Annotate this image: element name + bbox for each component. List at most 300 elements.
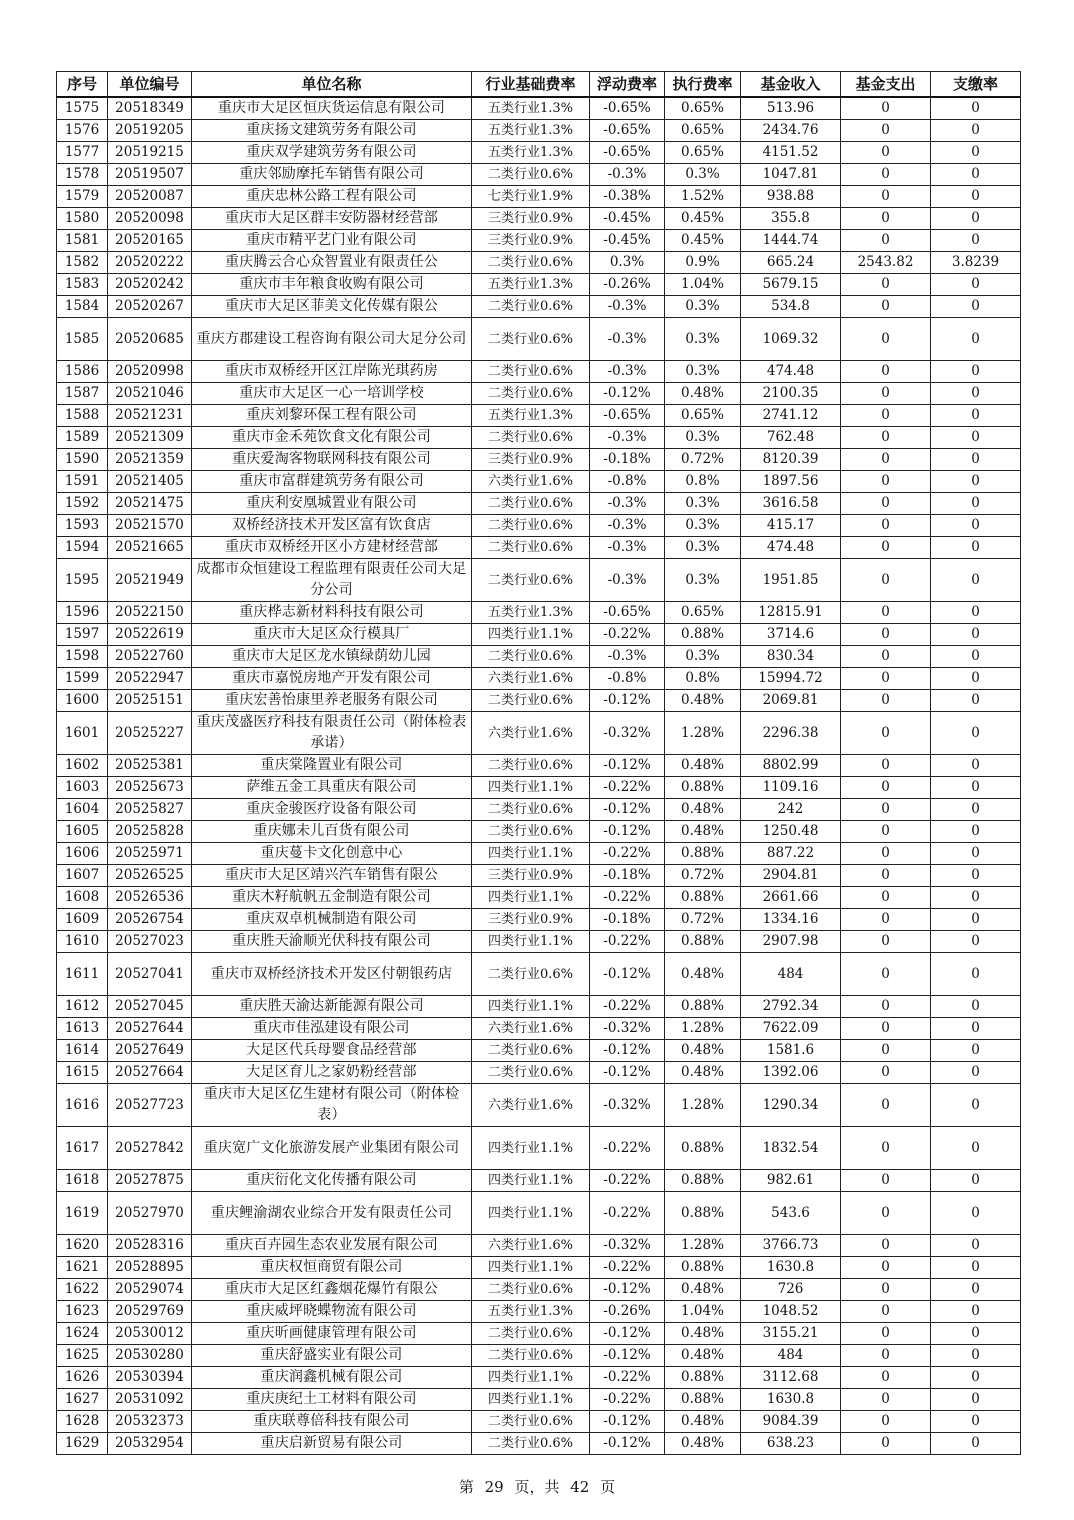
cell-unit-code: 20521949: [108, 559, 192, 602]
cell-unit-code: 20520222: [108, 252, 192, 274]
cell-unit-code: 20522947: [108, 668, 192, 690]
cell-fund-income: 1392.06: [741, 1062, 841, 1084]
cell-serial: 1586: [57, 361, 108, 383]
cell-unit-code: 20530394: [108, 1367, 192, 1389]
table-row: [57, 799, 1021, 821]
cell-unit-code: 20528316: [108, 1235, 192, 1257]
cell-exec-rate: 1.52%: [665, 186, 741, 208]
cell-fund-expense: 0: [841, 777, 931, 799]
cell-float-rate: -0.12%: [590, 1040, 665, 1062]
cell-unit-code: 20525827: [108, 799, 192, 821]
cell-unit-code: 20525381: [108, 755, 192, 777]
cell-base-rate: 五类行业1.3%: [472, 120, 590, 142]
cell-payout-ratio: 0: [931, 1235, 1021, 1257]
cell-serial: 1579: [57, 186, 108, 208]
cell-unit-code: 20521359: [108, 449, 192, 471]
cell-fund-expense: 0: [841, 1433, 931, 1455]
table-row: [57, 1192, 1021, 1235]
table-row: [57, 1279, 1021, 1301]
cell-payout-ratio: 0: [931, 996, 1021, 1018]
cell-exec-rate: 0.48%: [665, 1433, 741, 1455]
table-row: [57, 646, 1021, 668]
cell-fund-income: 474.48: [741, 361, 841, 383]
cell-fund-income: 534.8: [741, 296, 841, 318]
cell-fund-expense: 0: [841, 471, 931, 493]
cell-base-rate: 五类行业1.3%: [472, 405, 590, 427]
cell-unit-code: 20525673: [108, 777, 192, 799]
cell-fund-income: 1334.16: [741, 909, 841, 931]
cell-base-rate: 四类行业1.1%: [472, 843, 590, 865]
table-row: [57, 931, 1021, 953]
cell-unit-code: 20527664: [108, 1062, 192, 1084]
cell-unit-name: 双桥经济技术开发区富有饮食店: [192, 515, 472, 537]
cell-fund-expense: 0: [841, 602, 931, 624]
cell-payout-ratio: 0: [931, 1279, 1021, 1301]
cell-fund-income: 15994.72: [741, 668, 841, 690]
cell-exec-rate: 1.28%: [665, 1018, 741, 1040]
cell-float-rate: -0.3%: [590, 515, 665, 537]
cell-exec-rate: 0.8%: [665, 471, 741, 493]
cell-unit-name: 重庆市精平艺门业有限公司: [192, 230, 472, 252]
cell-payout-ratio: 0: [931, 274, 1021, 296]
table-row: [57, 230, 1021, 252]
cell-fund-income: 242: [741, 799, 841, 821]
cell-fund-income: 7622.09: [741, 1018, 841, 1040]
cell-serial: 1597: [57, 624, 108, 646]
cell-float-rate: -0.65%: [590, 120, 665, 142]
cell-unit-code: 20525151: [108, 690, 192, 712]
table-row: [57, 97, 1021, 120]
cell-base-rate: 二类行业0.6%: [472, 690, 590, 712]
cell-unit-code: 20529074: [108, 1279, 192, 1301]
cell-fund-income: 4151.52: [741, 142, 841, 164]
cell-unit-code: 20526754: [108, 909, 192, 931]
cell-base-rate: 四类行业1.1%: [472, 777, 590, 799]
cell-payout-ratio: 3.8239: [931, 252, 1021, 274]
cell-base-rate: 四类行业1.1%: [472, 996, 590, 1018]
cell-exec-rate: 0.9%: [665, 252, 741, 274]
cell-fund-expense: 0: [841, 1301, 931, 1323]
cell-float-rate: -0.22%: [590, 1257, 665, 1279]
cell-unit-name: 大足区育儿之家奶粉经营部: [192, 1062, 472, 1084]
cell-fund-income: 2792.34: [741, 996, 841, 1018]
cell-float-rate: -0.12%: [590, 799, 665, 821]
cell-unit-name: 重庆娜未儿百货有限公司: [192, 821, 472, 843]
cell-float-rate: -0.65%: [590, 97, 665, 120]
cell-base-rate: 四类行业1.1%: [472, 1257, 590, 1279]
cell-fund-income: 2434.76: [741, 120, 841, 142]
table-row: [57, 296, 1021, 318]
cell-fund-expense: 0: [841, 1127, 931, 1170]
cell-unit-name: 重庆刘黎环保工程有限公司: [192, 405, 472, 427]
cell-base-rate: 二类行业0.6%: [472, 361, 590, 383]
cell-float-rate: -0.65%: [590, 142, 665, 164]
cell-unit-name: 重庆蔓卡文化创意中心: [192, 843, 472, 865]
cell-fund-expense: 0: [841, 712, 931, 755]
cell-payout-ratio: 0: [931, 712, 1021, 755]
table-row: [57, 668, 1021, 690]
cell-float-rate: -0.22%: [590, 1192, 665, 1235]
cell-base-rate: 三类行业0.9%: [472, 909, 590, 931]
cell-serial: 1583: [57, 274, 108, 296]
cell-payout-ratio: 0: [931, 493, 1021, 515]
cell-fund-expense: 0: [841, 843, 931, 865]
cell-base-rate: 二类行业0.6%: [472, 799, 590, 821]
cell-fund-expense: 0: [841, 865, 931, 887]
cell-unit-name: 重庆舒盛实业有限公司: [192, 1345, 472, 1367]
cell-float-rate: -0.18%: [590, 909, 665, 931]
cell-float-rate: -0.12%: [590, 690, 665, 712]
cell-float-rate: -0.3%: [590, 537, 665, 559]
cell-unit-code: 20527023: [108, 931, 192, 953]
cell-payout-ratio: 0: [931, 953, 1021, 996]
cell-base-rate: 二类行业0.6%: [472, 1345, 590, 1367]
cell-float-rate: -0.65%: [590, 405, 665, 427]
cell-fund-income: 12815.91: [741, 602, 841, 624]
cell-fund-income: 474.48: [741, 537, 841, 559]
cell-float-rate: -0.3%: [590, 493, 665, 515]
cell-unit-name: 重庆市大足区亿生建材有限公司（附体检表）: [192, 1084, 472, 1127]
cell-exec-rate: 0.88%: [665, 1257, 741, 1279]
cell-unit-code: 20521570: [108, 515, 192, 537]
cell-payout-ratio: 0: [931, 559, 1021, 602]
cell-float-rate: -0.3%: [590, 318, 665, 361]
table-row: [57, 1062, 1021, 1084]
cell-serial: 1611: [57, 953, 108, 996]
cell-unit-name: 重庆木籽航帆五金制造有限公司: [192, 887, 472, 909]
cell-exec-rate: 0.48%: [665, 1040, 741, 1062]
cell-unit-name: 重庆威坪晓蝶物流有限公司: [192, 1301, 472, 1323]
cell-unit-code: 20530280: [108, 1345, 192, 1367]
cell-unit-name: 重庆方郡建设工程咨询有限公司大足分公司: [192, 318, 472, 361]
cell-exec-rate: 0.88%: [665, 996, 741, 1018]
cell-base-rate: 六类行业1.6%: [472, 1235, 590, 1257]
cell-exec-rate: 0.88%: [665, 1170, 741, 1192]
cell-payout-ratio: 0: [931, 1301, 1021, 1323]
cell-fund-income: 513.96: [741, 97, 841, 120]
cell-serial: 1580: [57, 208, 108, 230]
cell-fund-income: 1897.56: [741, 471, 841, 493]
cell-float-rate: -0.12%: [590, 1433, 665, 1455]
cell-serial: 1595: [57, 559, 108, 602]
cell-serial: 1612: [57, 996, 108, 1018]
cell-fund-income: 2100.35: [741, 383, 841, 405]
cell-unit-code: 20520998: [108, 361, 192, 383]
cell-serial: 1594: [57, 537, 108, 559]
cell-unit-code: 20525828: [108, 821, 192, 843]
cell-exec-rate: 0.48%: [665, 821, 741, 843]
cell-payout-ratio: 0: [931, 186, 1021, 208]
cell-fund-expense: 2543.82: [841, 252, 931, 274]
cell-payout-ratio: 0: [931, 931, 1021, 953]
table-row: [57, 1433, 1021, 1455]
cell-fund-expense: 0: [841, 208, 931, 230]
cell-exec-rate: 0.48%: [665, 690, 741, 712]
cell-exec-rate: 0.65%: [665, 120, 741, 142]
cell-unit-code: 20520098: [108, 208, 192, 230]
cell-unit-name: 重庆金骏医疗设备有限公司: [192, 799, 472, 821]
cell-float-rate: -0.22%: [590, 1367, 665, 1389]
cell-fund-expense: 0: [841, 318, 931, 361]
cell-unit-code: 20530012: [108, 1323, 192, 1345]
cell-serial: 1601: [57, 712, 108, 755]
cell-float-rate: -0.32%: [590, 712, 665, 755]
cell-fund-expense: 0: [841, 164, 931, 186]
cell-fund-income: 1630.8: [741, 1389, 841, 1411]
cell-payout-ratio: 0: [931, 120, 1021, 142]
cell-unit-code: 20521475: [108, 493, 192, 515]
cell-base-rate: 四类行业1.1%: [472, 624, 590, 646]
cell-serial: 1616: [57, 1084, 108, 1127]
cell-fund-expense: 0: [841, 383, 931, 405]
cell-payout-ratio: 0: [931, 1257, 1021, 1279]
cell-float-rate: -0.32%: [590, 1235, 665, 1257]
cell-float-rate: -0.22%: [590, 1389, 665, 1411]
cell-unit-code: 20526536: [108, 887, 192, 909]
cell-fund-income: 9084.39: [741, 1411, 841, 1433]
cell-base-rate: 四类行业1.1%: [472, 931, 590, 953]
cell-exec-rate: 0.48%: [665, 1345, 741, 1367]
cell-float-rate: -0.22%: [590, 887, 665, 909]
cell-float-rate: -0.65%: [590, 602, 665, 624]
cell-base-rate: 五类行业1.3%: [472, 1301, 590, 1323]
cell-fund-expense: 0: [841, 755, 931, 777]
cell-serial: 1618: [57, 1170, 108, 1192]
table-row: [57, 1367, 1021, 1389]
cell-unit-code: 20521405: [108, 471, 192, 493]
table-row: [57, 383, 1021, 405]
cell-fund-expense: 0: [841, 1192, 931, 1235]
cell-unit-code: 20532373: [108, 1411, 192, 1433]
cell-unit-name: 重庆市双桥经开区小方建材经营部: [192, 537, 472, 559]
cell-payout-ratio: 0: [931, 164, 1021, 186]
cell-float-rate: -0.3%: [590, 164, 665, 186]
cell-unit-name: 重庆双学建筑劳务有限公司: [192, 142, 472, 164]
cell-serial: 1589: [57, 427, 108, 449]
cell-fund-expense: 0: [841, 624, 931, 646]
cell-exec-rate: 0.3%: [665, 646, 741, 668]
cell-unit-name: 重庆市大足区靖兴汽车销售有限公: [192, 865, 472, 887]
cell-fund-expense: 0: [841, 537, 931, 559]
cell-exec-rate: 0.3%: [665, 427, 741, 449]
table-body: [57, 97, 1021, 1455]
cell-exec-rate: 0.88%: [665, 777, 741, 799]
cell-exec-rate: 0.48%: [665, 799, 741, 821]
cell-unit-code: 20527041: [108, 953, 192, 996]
table-row: [57, 996, 1021, 1018]
cell-exec-rate: 1.04%: [665, 274, 741, 296]
cell-unit-name: 萨维五金工具重庆有限公司: [192, 777, 472, 799]
cell-exec-rate: 0.3%: [665, 318, 741, 361]
header-float-rate: 浮动费率: [590, 72, 665, 98]
header-base-rate: 行业基础费率: [472, 72, 590, 98]
header-serial: 序号: [57, 72, 108, 98]
cell-exec-rate: 0.88%: [665, 624, 741, 646]
cell-unit-name: 重庆市富群建筑劳务有限公司: [192, 471, 472, 493]
cell-serial: 1619: [57, 1192, 108, 1235]
cell-float-rate: -0.22%: [590, 931, 665, 953]
cell-base-rate: 二类行业0.6%: [472, 1411, 590, 1433]
table-row: [57, 1345, 1021, 1367]
cell-base-rate: 二类行业0.6%: [472, 1433, 590, 1455]
cell-serial: 1626: [57, 1367, 108, 1389]
cell-fund-income: 938.88: [741, 186, 841, 208]
cell-payout-ratio: 0: [931, 887, 1021, 909]
cell-serial: 1575: [57, 97, 108, 120]
table-row: [57, 361, 1021, 383]
cell-serial: 1609: [57, 909, 108, 931]
table-row: [57, 1411, 1021, 1433]
cell-exec-rate: 0.3%: [665, 361, 741, 383]
cell-serial: 1621: [57, 1257, 108, 1279]
cell-serial: 1614: [57, 1040, 108, 1062]
cell-exec-rate: 0.45%: [665, 230, 741, 252]
data-table: [56, 71, 1021, 1455]
cell-exec-rate: 0.72%: [665, 449, 741, 471]
cell-payout-ratio: 0: [931, 1062, 1021, 1084]
cell-base-rate: 二类行业0.6%: [472, 1040, 590, 1062]
cell-fund-income: 1444.74: [741, 230, 841, 252]
cell-base-rate: 四类行业1.1%: [472, 1192, 590, 1235]
cell-fund-income: 1047.81: [741, 164, 841, 186]
header-unit-code: 单位编号: [108, 72, 192, 98]
cell-serial: 1620: [57, 1235, 108, 1257]
cell-serial: 1576: [57, 120, 108, 142]
table-row: [57, 1301, 1021, 1323]
cell-exec-rate: 0.48%: [665, 1062, 741, 1084]
cell-fund-income: 484: [741, 1345, 841, 1367]
cell-unit-name: 重庆利安凰城置业有限公司: [192, 493, 472, 515]
table-row: [57, 1018, 1021, 1040]
cell-exec-rate: 0.48%: [665, 1323, 741, 1345]
cell-exec-rate: 0.65%: [665, 142, 741, 164]
cell-serial: 1607: [57, 865, 108, 887]
cell-fund-income: 1109.16: [741, 777, 841, 799]
header-fund-income: 基金收入: [741, 72, 841, 98]
cell-payout-ratio: 0: [931, 1170, 1021, 1192]
cell-fund-expense: 0: [841, 361, 931, 383]
cell-base-rate: 二类行业0.6%: [472, 646, 590, 668]
cell-base-rate: 五类行业1.3%: [472, 97, 590, 120]
cell-float-rate: -0.12%: [590, 383, 665, 405]
cell-serial: 1598: [57, 646, 108, 668]
cell-exec-rate: 1.04%: [665, 1301, 741, 1323]
cell-fund-expense: 0: [841, 1279, 931, 1301]
cell-serial: 1613: [57, 1018, 108, 1040]
cell-float-rate: -0.8%: [590, 668, 665, 690]
cell-serial: 1610: [57, 931, 108, 953]
cell-exec-rate: 0.88%: [665, 931, 741, 953]
cell-base-rate: 二类行业0.6%: [472, 164, 590, 186]
cell-base-rate: 六类行业1.6%: [472, 1018, 590, 1040]
cell-payout-ratio: 0: [931, 383, 1021, 405]
table-row: [57, 865, 1021, 887]
header-exec-rate: 执行费率: [665, 72, 741, 98]
cell-unit-name: 重庆茂盛医疗科技有限责任公司（附体检表承诺）: [192, 712, 472, 755]
cell-serial: 1603: [57, 777, 108, 799]
cell-unit-name: 重庆市金禾苑饮食文化有限公司: [192, 427, 472, 449]
cell-payout-ratio: 0: [931, 296, 1021, 318]
cell-payout-ratio: 0: [931, 142, 1021, 164]
cell-payout-ratio: 0: [931, 405, 1021, 427]
cell-base-rate: 四类行业1.1%: [472, 1127, 590, 1170]
cell-fund-expense: 0: [841, 559, 931, 602]
cell-serial: 1588: [57, 405, 108, 427]
cell-float-rate: -0.12%: [590, 953, 665, 996]
cell-unit-name: 重庆邻励摩托车销售有限公司: [192, 164, 472, 186]
cell-serial: 1596: [57, 602, 108, 624]
cell-unit-name: 重庆昕画健康管理有限公司: [192, 1323, 472, 1345]
cell-payout-ratio: 0: [931, 1345, 1021, 1367]
cell-float-rate: -0.45%: [590, 230, 665, 252]
cell-fund-income: 3714.6: [741, 624, 841, 646]
cell-unit-name: 重庆市丰年粮食收购有限公司: [192, 274, 472, 296]
cell-payout-ratio: 0: [931, 1192, 1021, 1235]
table-row: [57, 318, 1021, 361]
cell-unit-name: 重庆市大足区红鑫烟花爆竹有限公: [192, 1279, 472, 1301]
cell-serial: 1587: [57, 383, 108, 405]
cell-fund-income: 3112.68: [741, 1367, 841, 1389]
cell-float-rate: -0.3%: [590, 646, 665, 668]
cell-unit-name: 重庆百卉园生态农业发展有限公司: [192, 1235, 472, 1257]
cell-exec-rate: 0.45%: [665, 208, 741, 230]
cell-exec-rate: 0.48%: [665, 383, 741, 405]
cell-serial: 1582: [57, 252, 108, 274]
cell-fund-income: 1630.8: [741, 1257, 841, 1279]
table-row: [57, 1389, 1021, 1411]
cell-exec-rate: 0.3%: [665, 515, 741, 537]
cell-fund-expense: 0: [841, 1257, 931, 1279]
cell-fund-expense: 0: [841, 142, 931, 164]
table-row: [57, 602, 1021, 624]
cell-unit-code: 20527842: [108, 1127, 192, 1170]
cell-base-rate: 二类行业0.6%: [472, 1279, 590, 1301]
cell-fund-income: 1832.54: [741, 1127, 841, 1170]
cell-unit-code: 20519507: [108, 164, 192, 186]
cell-fund-income: 8802.99: [741, 755, 841, 777]
cell-fund-income: 8120.39: [741, 449, 841, 471]
cell-payout-ratio: 0: [931, 449, 1021, 471]
cell-base-rate: 二类行业0.6%: [472, 515, 590, 537]
cell-payout-ratio: 0: [931, 909, 1021, 931]
cell-unit-code: 20519215: [108, 142, 192, 164]
cell-unit-code: 20522619: [108, 624, 192, 646]
cell-unit-code: 20525227: [108, 712, 192, 755]
cell-unit-code: 20531092: [108, 1389, 192, 1411]
cell-fund-expense: 0: [841, 1018, 931, 1040]
cell-base-rate: 三类行业0.9%: [472, 230, 590, 252]
cell-fund-expense: 0: [841, 931, 931, 953]
cell-exec-rate: 0.88%: [665, 887, 741, 909]
cell-float-rate: -0.12%: [590, 755, 665, 777]
cell-serial: 1605: [57, 821, 108, 843]
cell-fund-income: 726: [741, 1279, 841, 1301]
cell-fund-income: 484: [741, 953, 841, 996]
cell-unit-code: 20521231: [108, 405, 192, 427]
cell-exec-rate: 0.3%: [665, 493, 741, 515]
cell-unit-code: 20522760: [108, 646, 192, 668]
cell-unit-name: 重庆宽广文化旅游发展产业集团有限公司: [192, 1127, 472, 1170]
cell-unit-name: 重庆腾云合心众智置业有限责任公: [192, 252, 472, 274]
cell-unit-code: 20527644: [108, 1018, 192, 1040]
table-row: [57, 120, 1021, 142]
cell-exec-rate: 0.72%: [665, 909, 741, 931]
cell-fund-expense: 0: [841, 1235, 931, 1257]
cell-unit-code: 20521046: [108, 383, 192, 405]
cell-fund-expense: 0: [841, 887, 931, 909]
cell-float-rate: -0.22%: [590, 996, 665, 1018]
cell-exec-rate: 0.88%: [665, 1367, 741, 1389]
